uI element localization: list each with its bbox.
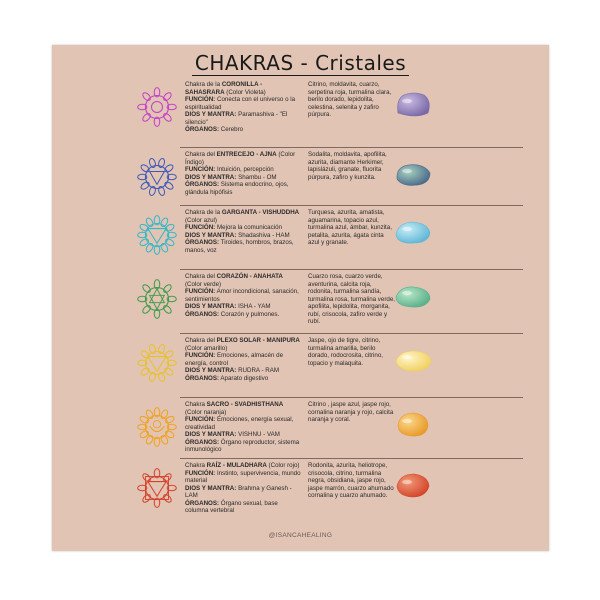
chakra-sacro-symbol-icon — [134, 404, 180, 450]
chakra-raiz-line1-pre: Chakra — [185, 462, 207, 469]
chakra-raiz-organs: Órgano sexual, base columna vertebral — [185, 499, 278, 514]
chakra-entrecejo-crystals: Sodalita, moldavita, apofilita, azurita, diamante Herkimer, lapislázuli, granate, fluorita púrpura, zafiro y kunzita. — [308, 151, 387, 181]
chakra-entrecejo-symbol-icon — [134, 154, 180, 200]
chakra-sacro-organs: Órgano reproductor, sistema inmunológico — [185, 438, 300, 453]
poster-title — [52, 51, 549, 75]
chakra-raiz-mantra: Brahma y Ganesh - LAM — [185, 484, 292, 499]
chakra-garganta-line1-post: (Color azul) — [185, 216, 217, 224]
row-divider — [180, 458, 523, 459]
chakra-garganta-mantra-label: DIOS Y MANTRA: — [185, 231, 237, 239]
chakra-plexo-solar-line1-bold: PLEXO SOLAR - MANIPURA — [216, 337, 300, 344]
chakra-poster — [52, 45, 549, 551]
chakra-entrecejo-mantra: Shambu - OM — [236, 173, 277, 181]
chakra-sacro-organs-label: ÓRGANOS: — [185, 438, 220, 446]
row-divider — [180, 269, 523, 270]
chakra-coronilla-line1-post: (Color Violeta) — [224, 88, 266, 96]
chakra-plexo-solar-mantra: RUDRA - RAM — [236, 367, 279, 374]
chakra-sacro-description — [185, 401, 301, 454]
row-divider — [180, 397, 523, 398]
row-divider — [180, 205, 523, 206]
chakra-garganta-line1-pre: Chakra de la — [185, 209, 222, 216]
chakra-coronilla-symbol-icon — [134, 84, 180, 130]
chakra-sacro-line1-bold: SACRO - SVADHISTHANA — [206, 401, 284, 408]
chakra-entrecejo-stone-image — [392, 159, 434, 189]
footer-handle: @ISANCAHEALING — [268, 532, 333, 539]
chakra-coronilla-description — [185, 81, 301, 134]
chakra-corazon-line1-bold: CORAZÓN - ANAHATA — [216, 273, 283, 280]
chakra-entrecejo-func: Intuición, percepción — [215, 166, 274, 173]
chakra-sacro-line1-post: (Color naranja) — [185, 408, 227, 416]
chakra-plexo-solar-crystals: Jaspe, ojo de tigre, citrino, turmalina amarilla, berilo dorado, rodocrosita, citrino, topacio y malaquita. — [308, 337, 383, 367]
chakra-entrecejo-func-label: FUNCIÓN: — [185, 166, 216, 173]
chakra-plexo-solar-mantra-label: DIOS Y MANTRA: — [185, 367, 237, 374]
chakra-coronilla-organs-label: ÓRGANOS: — [185, 126, 220, 133]
row-divider — [180, 147, 523, 148]
chakra-corazon-organs-label: ÓRGANOS: — [185, 310, 220, 318]
chakra-corazon-description — [185, 273, 301, 318]
poster-title-text: CHAKRAS - Cristales — [192, 51, 409, 76]
chakra-garganta-func: Mejora la comunicación — [215, 224, 282, 231]
chakra-garganta-stone-image — [392, 217, 434, 247]
chakra-sacro-line1-pre: Chakra — [185, 401, 207, 408]
chakra-plexo-solar-organs: Aparato digestivo — [219, 374, 269, 382]
chakra-coronilla-line1-pre: Chakra de la — [185, 81, 222, 88]
chakra-sacro-mantra-label: DIOS Y MANTRA: — [185, 431, 237, 438]
chakra-garganta-organs-label: ÓRGANOS: — [185, 239, 220, 246]
chakra-sacro-func-label: FUNCIÓN: — [185, 416, 216, 423]
chakra-sacro-func: Emociones, energía sexual, creatividad — [185, 416, 294, 431]
chakra-sacro-crystals: Citrino , jaspe azul, jaspe rojo, cornalina naranja y rojo, calcita naranja y coral. — [308, 401, 394, 423]
chakra-coronilla-crystals: Citrino, moldavita, cuarzo, serpetina roja, turmalina clara, berilo dorado, lepidolita, celestina, selenita y zafiro púrpura. — [308, 81, 392, 118]
chakra-raiz-func: Instinto, supervivencia, mundo material — [185, 469, 301, 484]
chakra-plexo-solar-stone-image — [392, 345, 434, 375]
chakra-corazon-line1-pre: Chakra del — [185, 273, 217, 280]
chakra-sacro-stone-image — [392, 409, 434, 439]
chakra-coronilla-organs: Cerebro — [219, 126, 244, 133]
chakra-sacro-mantra: VISHNU - VAM — [236, 431, 280, 438]
chakra-corazon-mantra: ISHA - YAM — [236, 303, 271, 310]
chakra-corazon-func-label: FUNCIÓN: — [185, 288, 216, 295]
chakra-raiz-mantra-label: DIOS Y MANTRA: — [185, 484, 237, 492]
chakra-raiz-organs-label: ÓRGANOS: — [185, 499, 220, 507]
row-divider — [180, 333, 523, 334]
chakra-entrecejo-line1-bold: ENTRECEJO - AJNA — [216, 151, 277, 158]
chakra-raiz-stone-image — [392, 470, 434, 500]
chakra-garganta-symbol-icon — [134, 212, 180, 258]
chakra-garganta-line1-bold: GARGANTA - VISHUDDHA — [221, 209, 300, 216]
chakra-corazon-organs: Corazón y pulmones. — [219, 310, 280, 318]
chakra-entrecejo-organs-label: ÓRGANOS: — [185, 181, 220, 188]
chakra-corazon-symbol-icon — [134, 276, 180, 322]
chakra-raiz-crystals: Rodonita, azurita, heliotrope, crisocola, citrino, turmalina negra, obsidiana, jaspe rojo, jaspe marrón, cuarzo ahumado cornalina y cuarzo ahumado. — [308, 462, 394, 499]
chakra-raiz-description — [185, 462, 301, 515]
chakra-corazon-line1-post: (Color verde) — [185, 280, 222, 288]
chakra-coronilla-mantra-label: DIOS Y MANTRA: — [185, 111, 237, 118]
chakra-plexo-solar-func: Emociones, almacén de energía, control — [185, 352, 284, 367]
chakra-plexo-solar-organs-label: ÓRGANOS: — [185, 374, 220, 382]
chakra-plexo-solar-func-label: FUNCIÓN: — [185, 352, 216, 359]
chakra-entrecejo-mantra-label: DIOS Y MANTRA: — [185, 173, 237, 181]
chakra-garganta-description — [185, 209, 301, 254]
chakra-raiz-func-label: FUNCIÓN: — [185, 469, 216, 477]
chakra-plexo-solar-description — [185, 337, 301, 382]
chakra-coronilla-func: Conecta con el universo o la espiritualidad — [185, 96, 296, 111]
chakra-plexo-solar-line1-post: (Color amarillo) — [185, 344, 228, 352]
chakra-coronilla-line1-bold: CORONILLA - SAHASRARA — [185, 81, 263, 96]
chakra-corazon-crystals: Cuarzo rosa, cuarzo verde, aventurina, calcita roja, rodonita, turmalina sandía, turmalina rosa, turmalina verde, apofilita, lepidolita, morganita, rubí, crisocola, zafiro verde y rubí. — [308, 273, 396, 325]
chakra-corazon-stone-image — [392, 281, 434, 311]
chakra-garganta-mantra: Shadashiva - HAM — [236, 231, 290, 239]
chakra-plexo-solar-line1-pre: Chakra del — [185, 337, 217, 344]
chakra-garganta-func-label: FUNCIÓN: — [185, 224, 216, 231]
chakra-entrecejo-line1-pre: Chakra del — [185, 151, 217, 158]
chakra-corazon-mantra-label: DIOS Y MANTRA: — [185, 303, 237, 310]
chakra-garganta-crystals: Turquesa, azurita, amatista, aguamarina, topacio azul, turmalina azul, ámbar, kunzita, petalita, azurita, ágata cinta azul y granate. — [308, 209, 392, 246]
chakra-coronilla-func-label: FUNCIÓN: — [185, 96, 216, 103]
chakra-entrecejo-line1-post: (Color Índigo) — [185, 151, 296, 166]
chakra-coronilla-mantra: Paramashiva - "El silencio" — [185, 111, 288, 126]
chakra-raiz-line1-post: (Color rojo) — [266, 462, 300, 469]
chakra-raiz-line1-bold: RAÍZ - MULADHARA — [206, 462, 267, 469]
chakra-entrecejo-description — [185, 151, 301, 196]
chakra-plexo-solar-symbol-icon — [134, 340, 180, 386]
chakra-coronilla-stone-image — [392, 89, 434, 119]
chakra-corazon-func: Amor incondicional, sanación, sentimientos — [185, 288, 299, 303]
chakra-garganta-organs: Tiroides, hombros, brazos, manos, voz — [185, 239, 294, 254]
chakra-raiz-symbol-icon — [134, 465, 180, 511]
chakra-entrecejo-organs: Sistema endocrino, ojos, glándula hipófisis — [185, 181, 289, 196]
